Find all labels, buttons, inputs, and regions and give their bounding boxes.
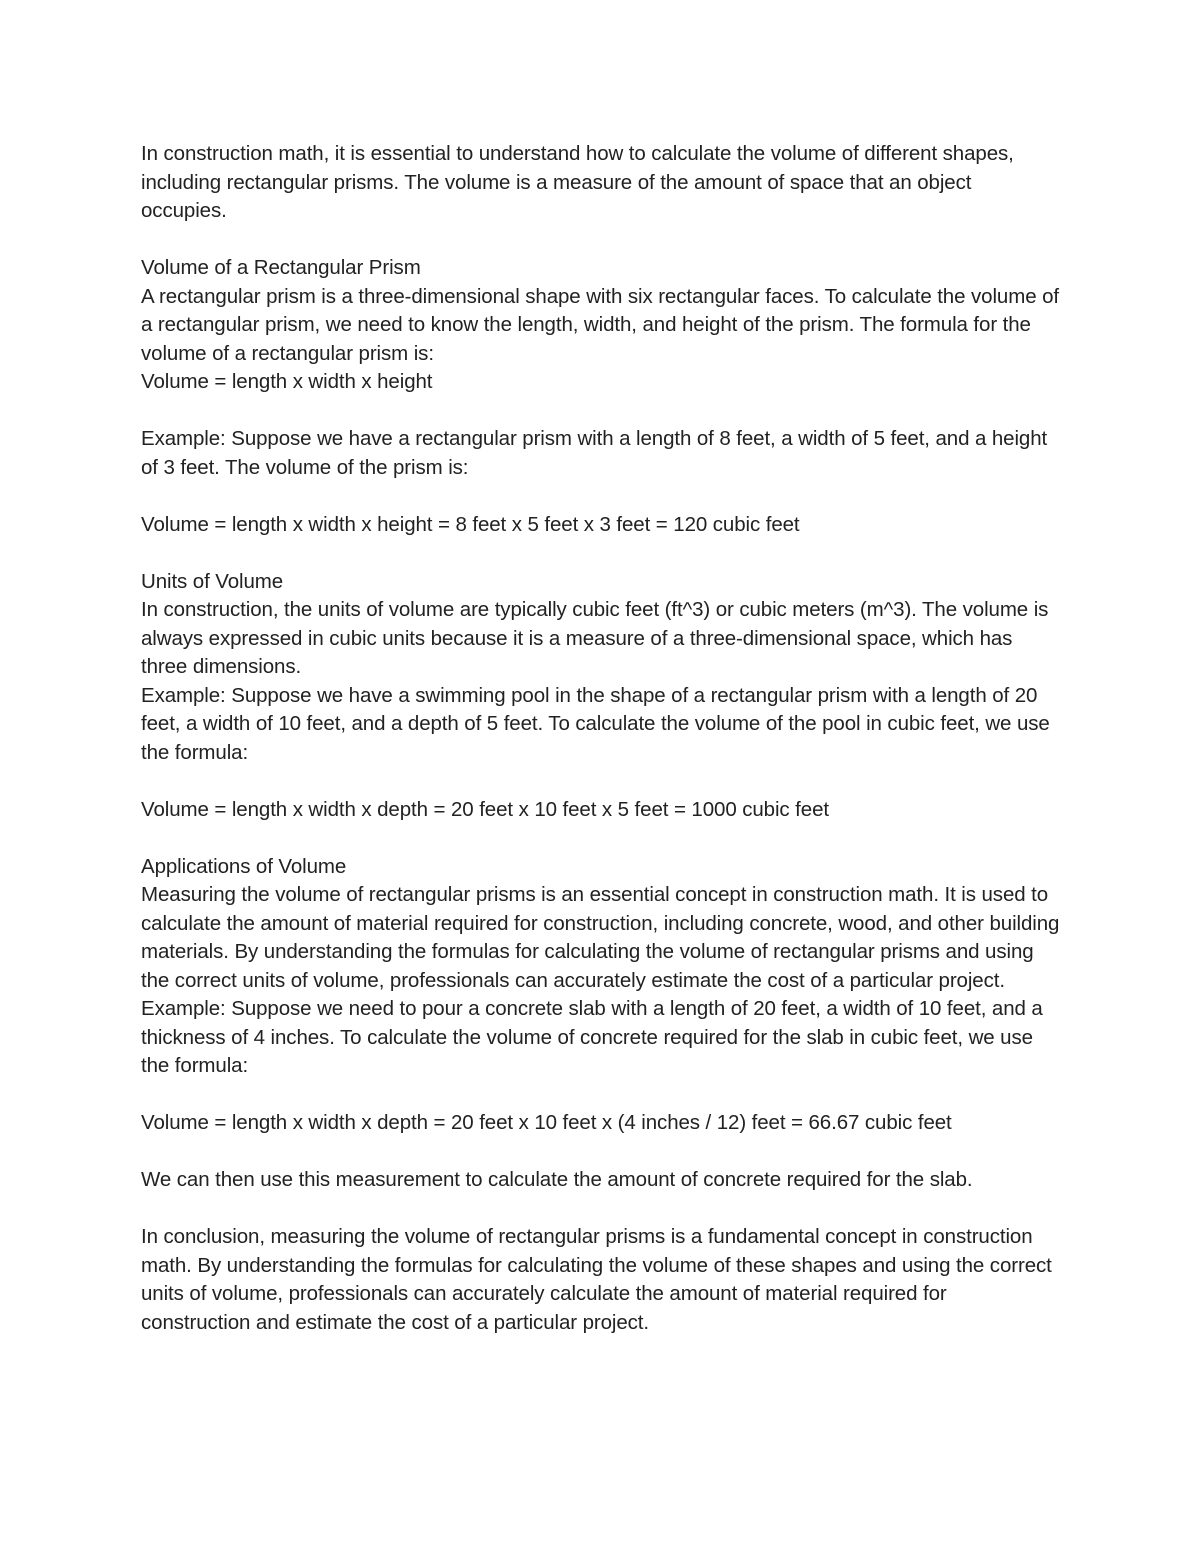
document-page [141,140,1065,1337]
intro-paragraph: In construction math, it is essential to understand how to calculate the volume of different shapes, including rectangular prisms. The volume is a measure of the amount of space that an object occupies. [141,142,1020,222]
paragraph-spacer [141,226,1061,255]
section-heading-units-of-volume: Units of Volume [141,569,284,593]
section-heading-volume-rectangular-prism: Volume of a Rectangular Prism [141,256,421,279]
slab-example: Example: Suppose we need to pour a concrete slab with a length of 20 feet, a width of 10 feet, and a thickness of 4 inches. To calculate the volume of concrete required for the slab in cubic feet, we use the formula: [141,997,1049,1077]
conclusion-paragraph: In conclusion, measuring the volume of rectangular prisms is a fundamental concept in construction math. By understanding the formulas for calculating the volume of these shapes and using the correct units of volume, professionals can accurately calculate the amount of material required for construction and estimate the cost of a particular project. [141,1225,1058,1334]
pool-calculation: Volume = length x width x depth = 20 feet x 10 feet x 5 feet = 1000 cubic feet [141,797,829,821]
paragraph-spacer [141,539,1061,568]
slab-calculation: Volume = length x width x depth = 20 feet x 10 feet x (4 inches / 12) feet = 66.67 cubic feet [141,1111,952,1134]
paragraph-spacer [141,824,1061,853]
slab-followup: We can then use this measurement to calculate the amount of concrete required for the slab. [141,1168,973,1191]
paragraph-spacer [141,767,1061,796]
section-heading-applications-of-volume: Applications of Volume [141,854,347,878]
paragraph-spacer [141,1138,1061,1167]
paragraph-spacer [141,482,1061,511]
paragraph-spacer [141,397,1061,426]
prism-example: Example: Suppose we have a rectangular prism with a length of 8 feet, a width of 5 feet, and a height of 3 feet. The volume of the prism is: [141,427,1053,479]
paragraph-spacer [141,1081,1061,1110]
rectangular-prism-description: A rectangular prism is a three-dimensional shape with six rectangular faces. To calculate the volume of a rectangular prism, we need to know the length, width, and height of the prism. The formula for the volume of a rectangular prism is: [141,284,1065,365]
volume-formula: Volume = length x width x height [141,370,433,393]
prism-calculation: Volume = length x width x height = 8 feet x 5 feet x 3 feet = 120 cubic feet [141,512,800,536]
units-description: In construction, the units of volume are typically cubic feet (ft^3) or cubic meters (m^3). The volume is always expressed in cubic units because it is a measure of a three-dimensional space, which has three dimensions. [141,598,1054,678]
paragraph-spacer [141,1195,1061,1224]
pool-example: Example: Suppose we have a swimming pool in the shape of a rectangular prism with a length of 20 feet, a width of 10 feet, and a depth of 5 feet. To calculate the volume of the pool in cubic feet, we use the formula: [141,683,1056,764]
applications-description: Measuring the volume of rectangular prisms is an essential concept in construction math. It is used to calculate the amount of material required for construction, including concrete, wood, and other building materials. By understanding the formulas for calculating the volume of rectangular prisms and using the correct units of volume, professionals can accurately estimate the cost of a particular project. [141,883,1065,992]
